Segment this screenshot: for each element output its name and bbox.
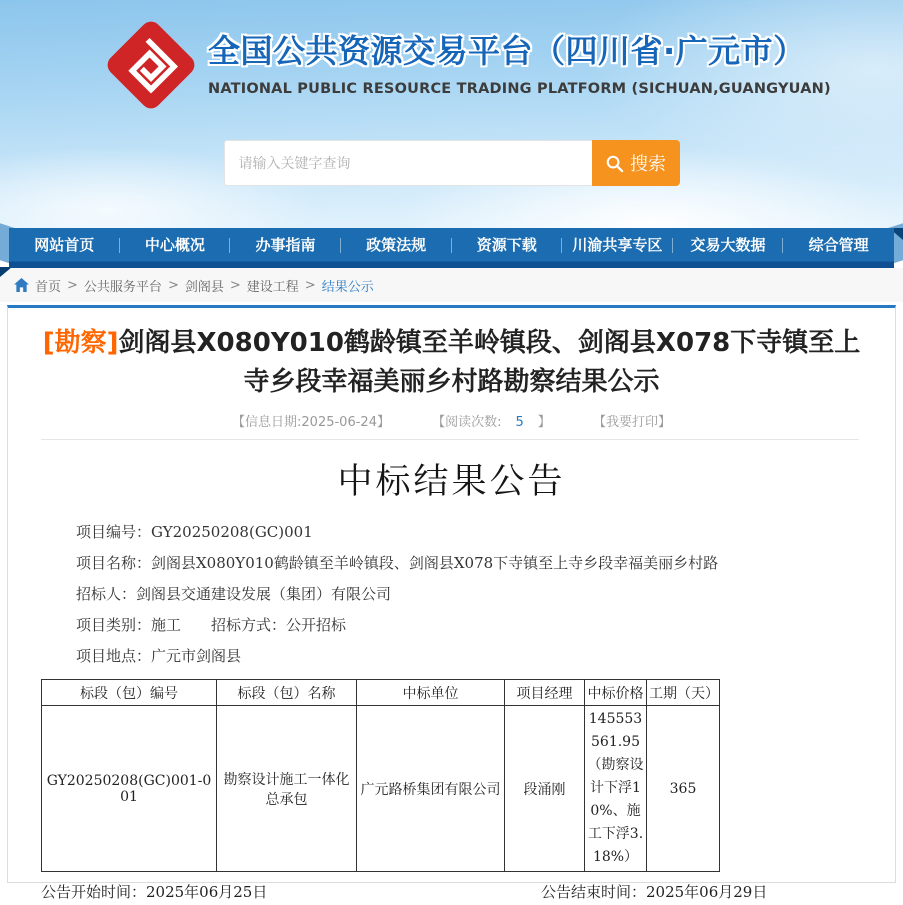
nav-item-management[interactable]: 综合管理 [808, 236, 869, 254]
read-count-block [432, 415, 551, 430]
site-logo-icon[interactable] [100, 14, 202, 116]
header-price: 中标价格 [585, 680, 647, 706]
info-date: 【信息日期:2025-06-24】 [232, 415, 390, 430]
nav-bar [9, 228, 894, 268]
breadcrumb-separator: > [304, 277, 316, 293]
site-title: 全国公共资源交易平台（四川省·广元市） [208, 32, 806, 70]
nav-ribbon-fold-left [0, 267, 12, 277]
breadcrumb [0, 268, 903, 302]
header-manager: 项目经理 [505, 680, 585, 706]
title-divider [41, 439, 859, 440]
breadcrumb-item-construction[interactable]: 建设工程 [246, 279, 299, 295]
cell-manager: 段涌刚 [505, 706, 585, 872]
nav-item-guide[interactable]: 办事指南 [230, 228, 341, 262]
article-title-text: 剑阁县X080Y010鹤龄镇至羊岭镇段、剑阁县X078下寺镇至上寺乡段幸福美丽乡村路勘察结果公示 [118, 328, 861, 397]
brand-text [208, 14, 831, 97]
brand-block [100, 14, 831, 116]
home-icon[interactable] [14, 278, 29, 292]
nav-item-chuanyu[interactable]: 川渝共享专区 [562, 228, 673, 262]
cell-duration: 365 [647, 706, 720, 872]
nav-item-bigdata[interactable]: 交易大数据 [673, 228, 784, 262]
header-winner: 中标单位 [357, 680, 505, 706]
breadcrumb-separator: > [229, 277, 241, 293]
result-table-row [42, 706, 720, 872]
announcement-heading: 中标结果公告 [337, 462, 566, 502]
header-section-code: 标段（包）编号 [42, 680, 217, 706]
nav-item-downloads[interactable]: 资源下载 [452, 228, 563, 262]
print-button[interactable]: 【我要打印】 [592, 415, 671, 430]
main-nav [0, 228, 903, 268]
read-count-suffix: 】 [537, 415, 551, 430]
detail-category-method: 项目类别：施工 招标方式：公开招标 [76, 616, 347, 634]
detail-tenderee: 招标人：剑阁县交通建设发展（集团）有限公司 [76, 585, 392, 603]
announcement-start-time: 公告开始时间：2025年06月25日 [41, 883, 268, 901]
nav-item-home[interactable]: 网站首页 [9, 228, 120, 262]
article-info-line [8, 411, 895, 430]
breadcrumb-item-home[interactable]: 首页 [35, 279, 62, 295]
header-section-name: 标段（包）名称 [217, 680, 357, 706]
result-table-header-row [42, 680, 720, 706]
site-subtitle: NATIONAL PUBLIC RESOURCE TRADING PLATFORM (SICHUAN,GUANGYUAN) [208, 81, 831, 97]
read-count-prefix: 【阅读次数: [432, 415, 502, 430]
read-count-value: 5 [515, 415, 524, 430]
site-header [0, 0, 903, 228]
detail-project-number: 项目编号：GY20250208(GC)001 [76, 523, 313, 541]
cell-section-code: GY20250208(GC)001-001 [42, 706, 217, 872]
breadcrumb-separator: > [167, 277, 179, 293]
breadcrumb-separator: > [67, 277, 78, 293]
search-bar [0, 140, 903, 186]
cell-winner: 广元路桥集团有限公司 [357, 706, 505, 872]
breadcrumb-item-results[interactable]: 结果公示 [321, 279, 374, 295]
search-icon [605, 154, 624, 173]
header-duration: 工期（天） [647, 680, 720, 706]
cell-section-name: 勘察设计施工一体化总承包 [217, 706, 357, 872]
nav-item-policy[interactable]: 政策法规 [341, 228, 452, 262]
search-button-label: 搜索 [630, 154, 666, 175]
announcement-end-time: 公告结束时间：2025年06月29日 [541, 883, 768, 901]
breadcrumb-item-county[interactable]: 剑阁县 [184, 279, 224, 295]
result-table [41, 679, 720, 872]
nav-item-overview[interactable]: 中心概况 [120, 228, 231, 262]
detail-project-name: 项目名称：剑阁县X080Y010鹤龄镇至羊岭镇段、剑阁县X078下寺镇至上寺乡段幸福美丽乡村路 [76, 554, 719, 572]
project-details [76, 524, 895, 664]
article-panel [7, 305, 896, 901]
announcement-period [8, 881, 895, 905]
breadcrumb-item-platform[interactable]: 公共服务平台 [83, 279, 162, 295]
search-button[interactable] [592, 140, 680, 186]
article-title [38, 324, 866, 402]
search-input[interactable] [224, 140, 592, 186]
detail-location: 项目地点：广元市剑阁县 [76, 647, 242, 665]
cell-price: 145553561.95（勘察设计下浮10%、施工下浮3.18%） [585, 706, 647, 872]
category-tag: [勘察] [42, 328, 119, 358]
